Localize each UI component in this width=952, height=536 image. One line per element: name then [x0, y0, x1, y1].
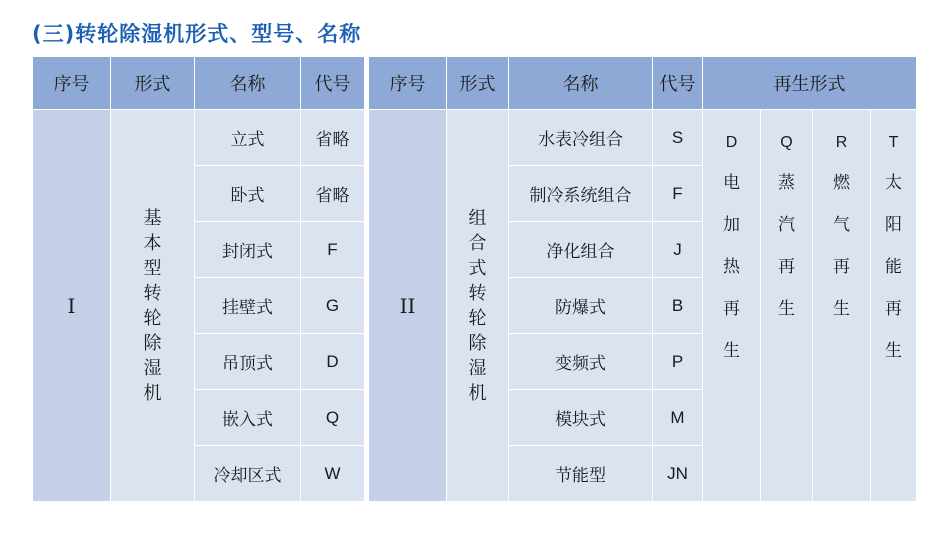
form-label: 组合式转轮除湿机: [468, 207, 487, 404]
regen-code: D: [725, 134, 738, 151]
name-cell: 水表冷组合: [509, 110, 653, 166]
header-serial: 序号: [33, 57, 111, 110]
header-regeneration: 再生形式: [703, 57, 917, 110]
name-cell: 吊顶式: [195, 334, 301, 390]
regen-code: R: [835, 134, 848, 151]
regen-solar: [871, 110, 917, 502]
code-cell: W: [301, 446, 365, 502]
form-label: 基本型转轮除湿机: [143, 207, 162, 404]
table-header-row: [33, 57, 365, 110]
name-cell: 卧式: [195, 166, 301, 222]
page-title: (三)转轮除湿机形式、型号、名称: [32, 22, 362, 46]
form-cell: [111, 110, 195, 502]
regen-label: 太阳能再生: [884, 173, 902, 361]
name-cell: 封闭式: [195, 222, 301, 278]
name-cell: 嵌入式: [195, 390, 301, 446]
header-name: 名称: [195, 57, 301, 110]
name-cell: 变频式: [509, 334, 653, 390]
regen-label: 电加热再生: [722, 173, 740, 361]
name-cell: 冷却区式: [195, 446, 301, 502]
code-cell: M: [653, 390, 703, 446]
regen-label: 燃气再生: [832, 173, 850, 319]
regen-code: Q: [780, 134, 793, 151]
regen-code: T: [888, 134, 899, 151]
header-form: 形式: [447, 57, 509, 110]
code-cell: 省略: [301, 166, 365, 222]
code-cell: Q: [301, 390, 365, 446]
name-cell: 制冷系统组合: [509, 166, 653, 222]
name-cell: 模块式: [509, 390, 653, 446]
table-row: [33, 110, 365, 166]
serial-cell: II: [369, 110, 447, 502]
header-code: 代号: [653, 57, 703, 110]
table-header-row: [369, 57, 917, 110]
header-code: 代号: [301, 57, 365, 110]
code-cell: S: [653, 110, 703, 166]
name-cell: 防爆式: [509, 278, 653, 334]
regen-gas: [813, 110, 871, 502]
code-cell: F: [301, 222, 365, 278]
code-cell: F: [653, 166, 703, 222]
name-cell: 净化组合: [509, 222, 653, 278]
combined-type-table: [368, 56, 917, 502]
code-cell: JN: [653, 446, 703, 502]
form-cell: [447, 110, 509, 502]
serial-cell: I: [33, 110, 111, 502]
regen-steam: [761, 110, 813, 502]
table-row: [369, 110, 917, 166]
code-cell: B: [653, 278, 703, 334]
code-cell: P: [653, 334, 703, 390]
basic-type-table: [32, 56, 365, 502]
code-cell: G: [301, 278, 365, 334]
code-cell: D: [301, 334, 365, 390]
header-name: 名称: [509, 57, 653, 110]
regen-electric: [703, 110, 761, 502]
regen-label: 蒸汽再生: [777, 173, 795, 319]
name-cell: 挂壁式: [195, 278, 301, 334]
code-cell: 省略: [301, 110, 365, 166]
header-form: 形式: [111, 57, 195, 110]
name-cell: 节能型: [509, 446, 653, 502]
code-cell: J: [653, 222, 703, 278]
name-cell: 立式: [195, 110, 301, 166]
header-serial: 序号: [369, 57, 447, 110]
